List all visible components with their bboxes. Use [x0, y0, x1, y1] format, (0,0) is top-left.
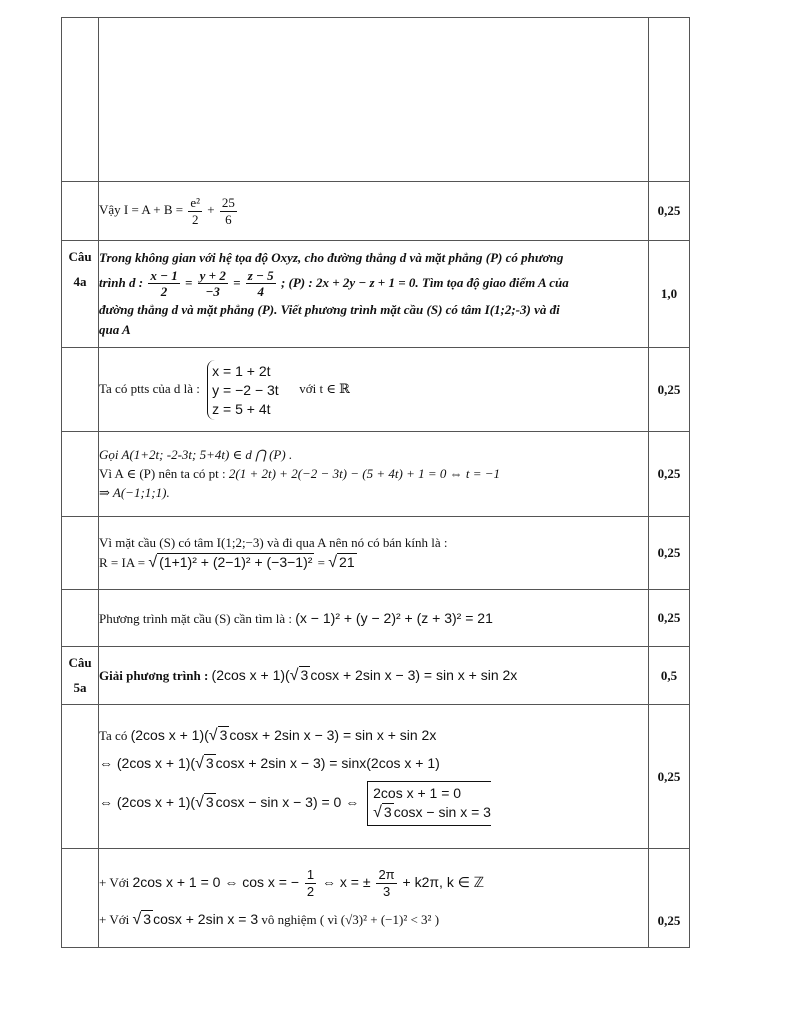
square-root: √ 3 [373, 804, 392, 821]
table-row [62, 849, 690, 948]
question-cell [99, 241, 649, 348]
question-label-cell [62, 590, 99, 647]
solution-table [61, 17, 690, 948]
equation-system: x = 1 + 2t y = −2 − 3t z = 5 + 4t [207, 360, 279, 420]
fraction: $\frac{2\pi}{3}$ [378, 866, 395, 899]
question-label-cell [62, 432, 99, 517]
score-cell: 0,25 [649, 348, 690, 432]
table-row [62, 590, 690, 647]
score-cell: 1,0 [649, 241, 690, 348]
score-cell: 0,25 [649, 705, 690, 849]
question-label-cell [62, 705, 99, 849]
table-row [62, 241, 690, 348]
fraction: $\frac{25}{6}$ [221, 194, 235, 227]
square-root: √ 3 [208, 727, 228, 744]
score-cell: 0,5 [649, 647, 690, 705]
content-cell: Vì mặt cầu (S) có tâm I(1;2;−3) và đi qua A nên nó có bán kính là : R = IA = √ (1+1)² + (2−1)² + (−3−1)² = √ 21 [99, 517, 649, 590]
fraction: $\frac{1}{2}$ [306, 866, 315, 899]
question-label-cell [62, 517, 99, 590]
score-cell: 0,25 [649, 590, 690, 647]
question-text: Trong không gian với hệ tọa độ Oxyz, cho đường thẳng d và mặt phẳng (P) có phương trình d : $\frac{x - 1}{2}$ = $\frac{y + 2}{-3}$ = $\frac{z - 5}{4}$ ; (P) : 2x + 2y − z + 1 = 0. Tìm tọa độ giao điểm A của đường thẳng d và mặt phẳng (P). Viết phương trình mặt cầu (S) có tâm I(1;2;-3) và đi qua A [99, 249, 569, 338]
score-cell [649, 18, 690, 182]
question-label-cell: Câu 5a [62, 647, 99, 705]
result-line: Vậy I = A + B = $\frac{\text{e²}}{2}$ + $\frac{25}{6}$ [99, 194, 235, 227]
fraction: $\frac{z - 5}{4}$ [247, 267, 274, 300]
table-row [62, 182, 690, 241]
fraction: $\frac{y + 2}{-3}$ [199, 267, 226, 300]
case-bracket: 2cos x + 1 = 0 √ 3 cosx − sin x = 3 [367, 781, 491, 826]
content-cell: + Với 2cos x + 1 = 0 ⇔ cos x = − $\frac{1}{2}$ ⇔ x = ± $\frac{2\pi}{3}$ + k2π, k ∈ ℤ + Với √ 3 cosx + 2sin x = 3 vô nghiệm ( vì (√3)² + (−1)² < 3² ) [99, 849, 649, 948]
fraction: $\frac{\text{e²}}{2}$ [190, 194, 201, 227]
content-cell: Gọi A(1+2t; -2-3t; 5+4t) ∈ d ⋂ (P) . Vì A ∈ (P) nên ta có pt : 2(1 + 2t) + 2(−2 − 3t) − (5 + 4t) + 1 = 0 ⇔ t = −1 ⇒ A(−1;1;1). [99, 432, 649, 517]
fraction: $\frac{x - 1}{2}$ [150, 267, 178, 300]
content-cell: Ta có ptts của d là : x = 1 + 2t y = −2 − 3t z = 5 + 4t với t ∈ ℝ [99, 348, 649, 432]
square-root: √ 21 [328, 553, 355, 571]
table-row [62, 432, 690, 517]
score-cell: 0,25 [649, 517, 690, 590]
square-root: √ (1+1)² + (2−1)² + (−3−1)² [148, 553, 313, 571]
table-row [62, 647, 690, 705]
content-cell [99, 18, 649, 182]
square-root: √ 3 [289, 666, 309, 684]
content-cell: Phương trình mặt cầu (S) cần tìm là : (x − 1)² + (y − 2)² + (z + 3)² = 21 [99, 590, 649, 647]
question-label-cell [62, 18, 99, 182]
table-row [62, 18, 690, 182]
square-root: √ 3 [132, 911, 152, 929]
question-label-cell [62, 849, 99, 948]
square-root: √ 3 [195, 755, 214, 772]
table-row [62, 517, 690, 590]
square-root: √ 3 [195, 794, 214, 812]
table-row [62, 348, 690, 432]
table-row [62, 705, 690, 849]
question-label-cell [62, 348, 99, 432]
content-cell [99, 182, 649, 241]
question-label-cell: Câu 4a [62, 241, 99, 348]
score-cell: 0,25 [649, 432, 690, 517]
score-cell: 0,25 [649, 182, 690, 241]
content-cell: Ta có (2cos x + 1)(√ 3 cosx + 2sin x − 3) = sin x + sin 2x ⇔ (2cos x + 1)(√ 3 cosx + 2sin x − 3) = sinx(2cos x + 1) ⇔ (2cos x + 1)(√ 3 cosx − sin x − 3) = 0 ⇔ 2cos x + 1 = 0 √ 3 cosx − sin x = 3 [99, 705, 649, 849]
question-label-cell [62, 182, 99, 241]
score-cell: 0,25 [649, 849, 690, 948]
question-cell: Giải phương trình : (2cos x + 1)(√ 3 cosx + 2sin x − 3) = sin x + sin 2x [99, 647, 649, 705]
